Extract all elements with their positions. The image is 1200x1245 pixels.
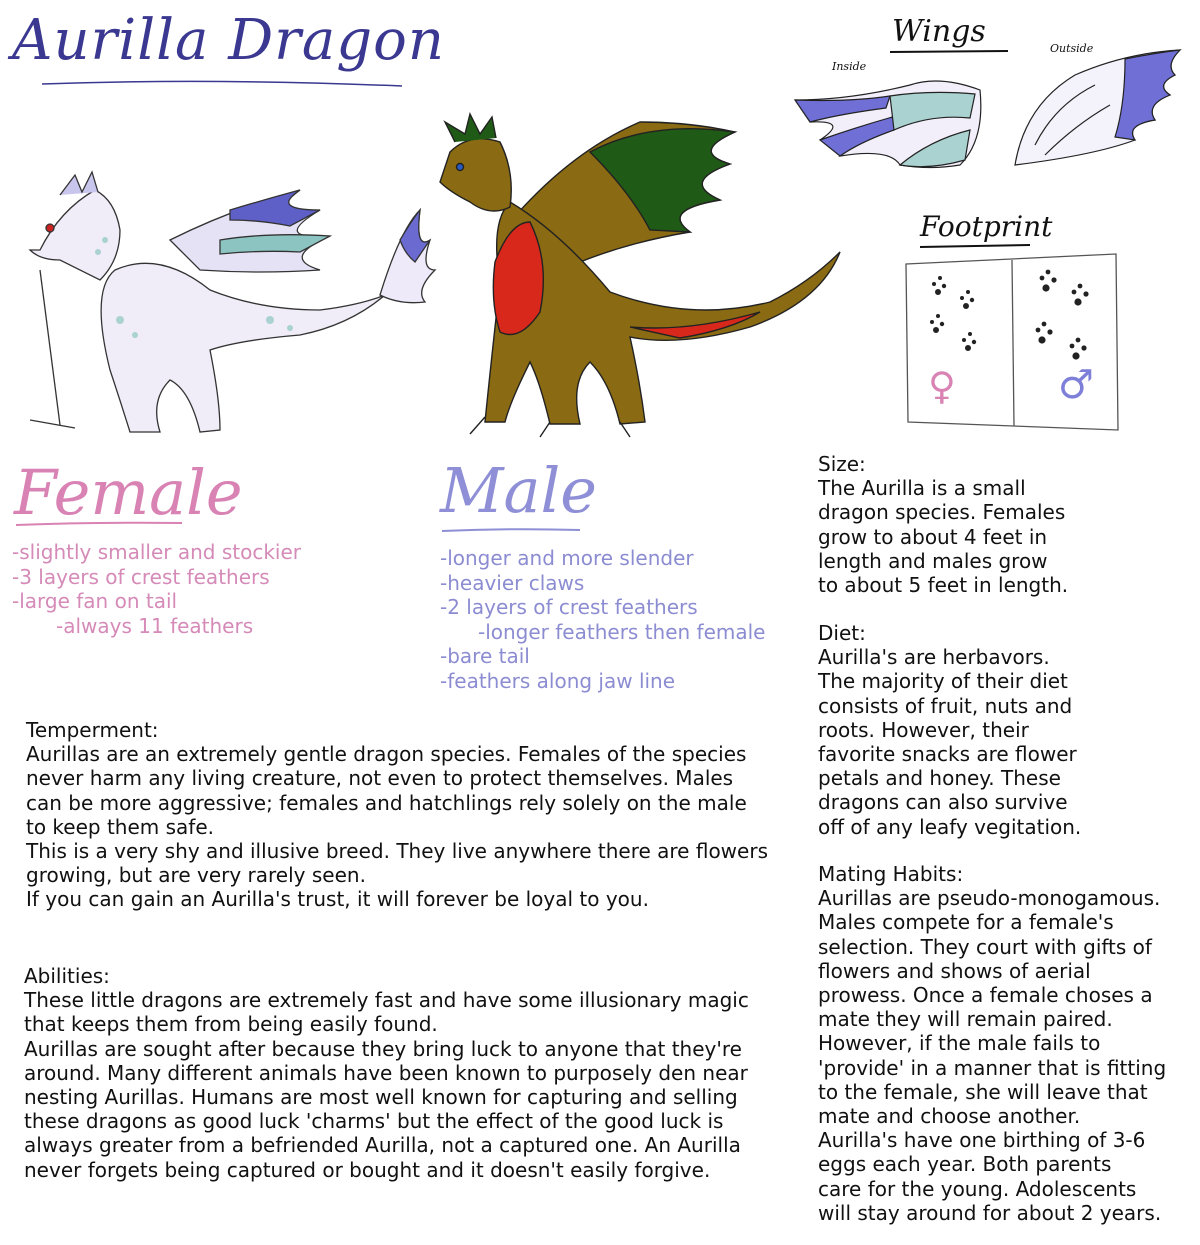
wings-heading: Wings (892, 14, 986, 49)
male-dragon-illustration (430, 112, 850, 442)
mating-heading: Mating Habits: (818, 862, 964, 886)
size-section (818, 452, 1188, 597)
female-trait: -slightly smaller and stockier (12, 540, 302, 564)
temperment-heading: Temperment: (26, 718, 159, 742)
size-heading: Size: (818, 452, 866, 476)
footprint-panel (904, 250, 1124, 440)
wings-heading-underline (888, 48, 1018, 58)
female-heading: Female (14, 456, 243, 529)
female-dragon-illustration (20, 170, 440, 450)
diet-heading: Diet: (818, 621, 866, 645)
page-title: Aurilla Dragon (12, 8, 445, 73)
temperment-text: Aurillas are an extremely gentle dragon species. Females of the species never harm any living creature, not even to protect themselves. Males can be more aggressive; females and hatchlings rely solely on the male to keep them safe. This is a very shy and illusive breed. They live anywhere there are flowers growing, but are very rarely seen. If you can gain an Aurilla's trust, it will forever be loyal to you. (26, 742, 768, 912)
male-symbol: ♂ (1058, 362, 1094, 408)
mating-text: Aurillas are pseudo-monogamous. Males compete for a female's selection. They court with gifts of flowers and shows of aerial prowess. Once a female choses a mate they will remain paired. However, if the male fails to 'provide' in a manner that is fitting to the female, she will leave that mate and choose another. Aurilla's have one birthing of 3-6 eggs each year. Both parents care for the young. Adolescents will stay around for about 2 years. (818, 886, 1167, 1225)
female-heading-underline (14, 520, 194, 530)
temperment-section (26, 718, 786, 912)
title-underline (12, 76, 432, 96)
male-trait: -longer feathers then female (478, 619, 766, 644)
female-symbol: ♀ (928, 364, 956, 408)
male-trait: -feathers along jaw line (440, 668, 676, 693)
diet-text: Aurilla's are herbavors. The majority of their diet consists of fruit, nuts and roots. However, their favorite snacks are flower petals and honey. These dragons can also survive off of any leafy vegitation. (818, 645, 1082, 839)
male-trait: -bare tail (440, 644, 530, 668)
female-trait: -large fan on tail (12, 589, 178, 613)
female-traits-list (12, 540, 301, 638)
wing-outside-label: Outside (1050, 42, 1094, 55)
male-heading: Male (440, 454, 597, 527)
wing-outside-illustration (1005, 45, 1185, 175)
male-trait: -2 layers of crest feathers (440, 595, 698, 619)
abilities-text: These little dragons are extremely fast and have some illusionary magic that keeps them from being easily found. Aurillas are sought after because they bring luck to anyone that they're around. Many different animals have been known to purposely den near nesting Aurillas. Humans are most well known for capturing and selling these dragons as good luck 'charms' but the effect of the good luck is always greater from a befriended Aurilla, not a captured one. An Aurilla never forgets being captured or bought and it doesn't easily forgive. (24, 988, 749, 1182)
footprint-heading: Footprint (920, 210, 1053, 243)
male-trait: -longer and more slender (440, 546, 694, 570)
abilities-section (24, 964, 784, 1182)
wing-inside-label: Inside (832, 60, 867, 73)
female-trait: -3 layers of crest feathers (12, 564, 270, 589)
size-text: The Aurilla is a small dragon species. Females grow to about 4 feet in length and males grow to about 5 feet in length. (818, 476, 1069, 598)
female-trait: -always 11 feathers (56, 613, 254, 638)
male-trait: -heavier claws (440, 570, 585, 595)
abilities-heading: Abilities: (24, 964, 110, 988)
diet-section (818, 621, 1188, 839)
male-heading-underline (440, 526, 600, 536)
mating-section (818, 862, 1188, 1225)
male-traits-list (440, 546, 766, 693)
